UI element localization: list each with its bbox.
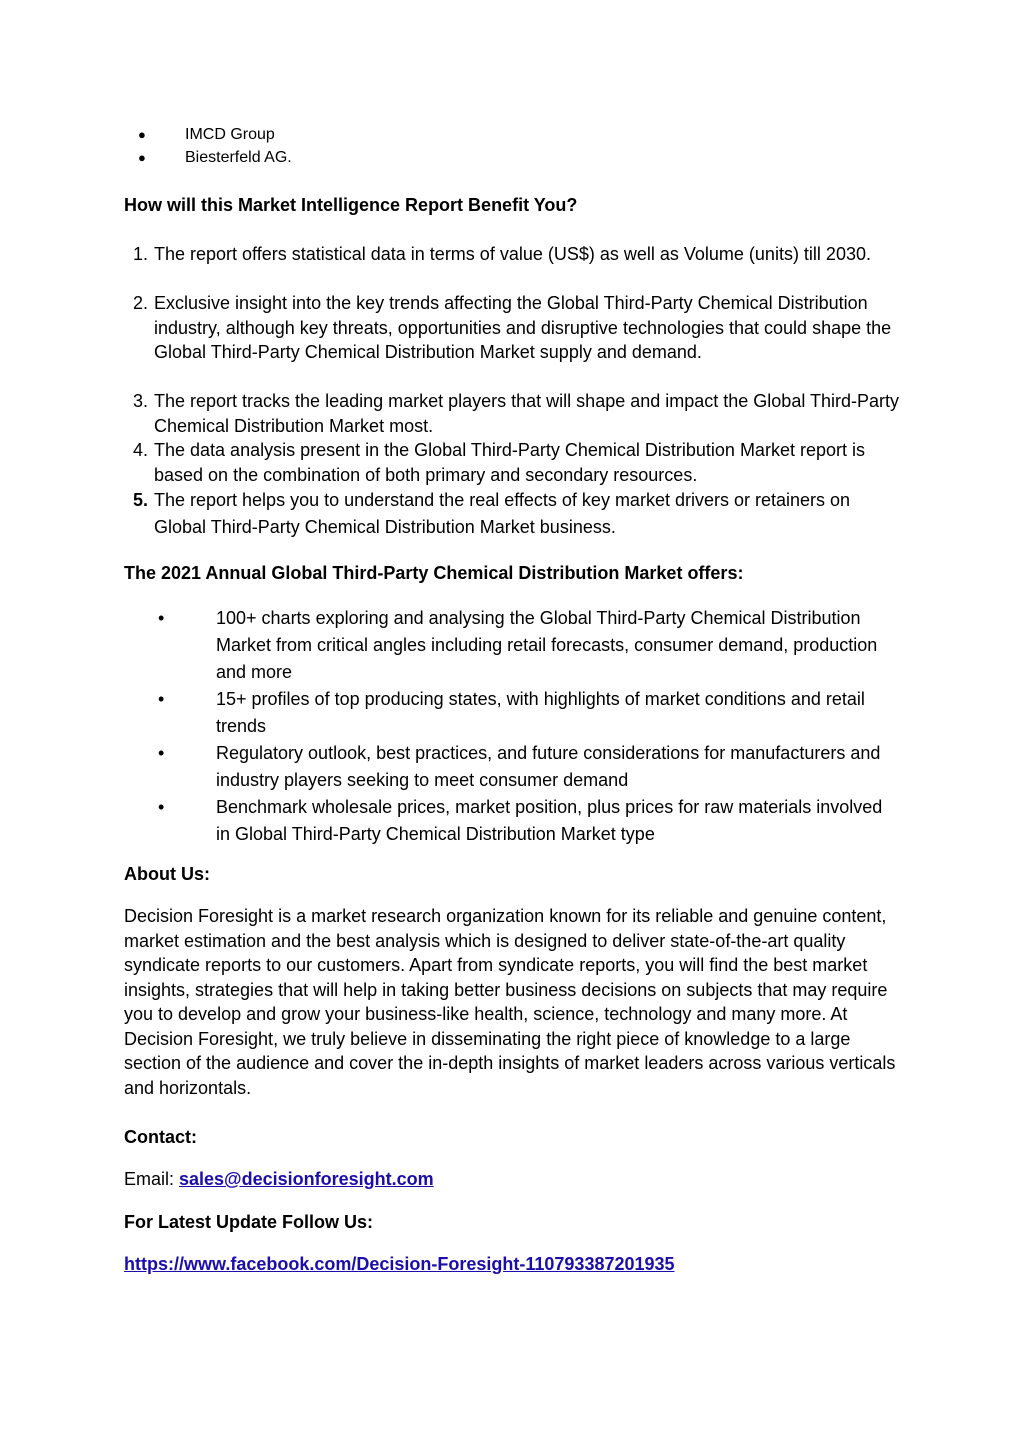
email-link[interactable]: sales@decisionforesight.com	[179, 1169, 434, 1189]
facebook-link[interactable]: https://www.facebook.com/Decision-Foresight-110793387201935	[124, 1254, 675, 1274]
offer-item: • Regulatory outlook, best practices, and future considerations for manufacturers and industry players seeking to meet consumer demand	[216, 740, 900, 794]
benefit-item: 2. Exclusive insight into the key trends affecting the Global Third-Party Chemical Distribution industry, although key threats, opportunities and disruptive technologies that could shape the Global Third-Party Chemical Distribution Market supply and demand.	[132, 293, 892, 362]
contact-heading: Contact:	[124, 1127, 197, 1147]
bullet-icon: •	[158, 689, 165, 709]
offers-heading: The 2021 Annual Global Third-Party Chemical Distribution Market offers:	[124, 563, 744, 583]
benefit-item: 4. The data analysis present in the Global Third-Party Chemical Distribution Market report is based on the combination of both primary and secondary resources.	[132, 440, 865, 485]
benefit-item: 1. The report offers statistical data in terms of value (US$) as well as Volume (units) till 2030.	[132, 244, 871, 264]
benefit-item: 3. The report tracks the leading market players that will shape and impact the Global Third-Party Chemical Distribution Market most.	[132, 391, 900, 436]
bullet-dot-icon: ●	[138, 127, 146, 142]
benefit-heading: How will this Market Intelligence Report Benefit You?	[124, 195, 578, 215]
offer-item: • 15+ profiles of top producing states, with highlights of market conditions and retail trends	[216, 686, 900, 740]
bullet-icon: •	[158, 743, 165, 763]
facebook-line	[124, 1252, 900, 1277]
about-heading: About Us:	[124, 864, 210, 884]
email-line	[124, 1167, 900, 1192]
offer-item: • 100+ charts exploring and analysing the Global Third-Party Chemical Distribution Market from critical angles including retail forecasts, consumer demand, production and more	[216, 605, 900, 686]
bullet-icon: •	[158, 608, 165, 628]
bullet-icon: •	[158, 797, 165, 817]
follow-heading: For Latest Update Follow Us:	[124, 1212, 374, 1232]
offer-item: • Benchmark wholesale prices, market position, plus prices for raw materials involved in Global Third-Party Chemical Distribution Market type	[216, 794, 900, 848]
benefit-item: 5. The report helps you to understand the real effects of key market drivers or retainers on Global Third-Party Chemical Distribution Market business.	[132, 490, 851, 537]
email-label: Email:	[124, 1169, 180, 1189]
about-paragraph: Decision Foresight is a market research organization known for its reliable and genuine content, market estimation and the best analysis which is designed to deliver state-of-the-art quality syndicate reports to our customers. Apart from syndicate reports, you will find the best market insights, strategies that will help in taking better business decisions on subjects that may require you to develop and grow your business-like health, science, technology and many more. At Decision Foresight, we truly believe in disseminating the right piece of knowledge to a large section of the audience and cover the in-depth insights of market leaders across various verticals and horizontals.	[124, 906, 896, 1098]
bullet-dot-icon: ●	[138, 150, 146, 165]
